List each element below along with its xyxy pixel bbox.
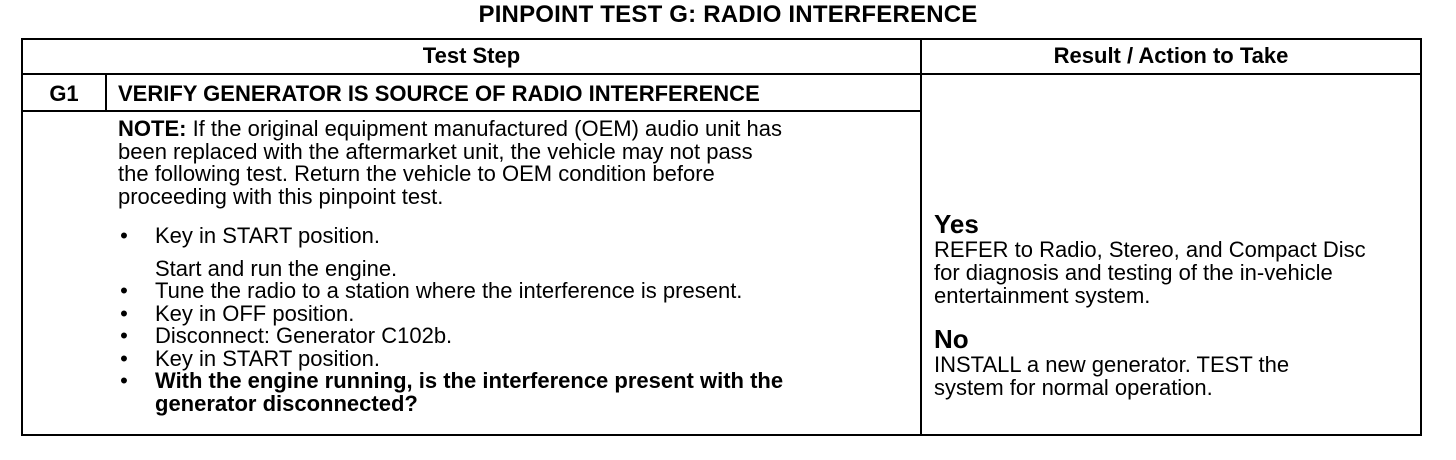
action-list bbox=[114, 225, 914, 415]
bullet-icon: • bbox=[120, 223, 128, 248]
result-no-line: system for normal operation. bbox=[934, 375, 1213, 400]
step-id-divider bbox=[105, 73, 107, 111]
step-title-divider bbox=[21, 110, 922, 112]
page-title: PINPOINT TEST G: RADIO INTERFERENCE bbox=[478, 1, 978, 28]
header-divider bbox=[21, 73, 1422, 75]
step-title: VERIFY GENERATOR IS SOURCE OF RADIO INTERFERENCE bbox=[118, 81, 760, 106]
question-line: With the engine running, is the interference present with the bbox=[155, 368, 784, 393]
result-yes-line: for diagnosis and testing of the in-vehicle bbox=[934, 260, 1333, 285]
result-block bbox=[934, 210, 1414, 399]
result-yes-line: REFER to Radio, Stereo, and Compact Disc bbox=[934, 237, 1366, 262]
note-line: been replaced with the aftermarket unit, the vehicle may not pass bbox=[118, 138, 753, 164]
question-line: generator disconnected? bbox=[155, 390, 418, 416]
result-no-line: INSTALL a new generator. TEST the bbox=[934, 352, 1290, 377]
bullet-icon: • bbox=[120, 278, 128, 303]
action-item: • Tune the radio to a station where the interference is present. bbox=[114, 280, 914, 303]
bullet-icon: • bbox=[120, 300, 128, 326]
action-item: Start and run the engine. bbox=[155, 255, 398, 281]
bullet-icon: • bbox=[120, 368, 128, 393]
action-item: • Key in START position. bbox=[114, 225, 914, 248]
step-id: G1 bbox=[49, 81, 79, 106]
result-yes-line: entertainment system. bbox=[934, 283, 1151, 308]
header-test-step: Test Step bbox=[422, 43, 521, 68]
note-line: NOTE: If the original equipment manufactured (OEM) audio unit has bbox=[118, 116, 782, 141]
question-item bbox=[114, 370, 914, 415]
action-item: • Key in OFF position. bbox=[114, 303, 914, 326]
result-yes-label: Yes bbox=[934, 209, 979, 239]
result-no-label: No bbox=[934, 324, 969, 354]
header-result-action: Result / Action to Take bbox=[1053, 43, 1289, 68]
note-label: NOTE: bbox=[118, 116, 187, 141]
note-line: the following test. Return the vehicle to OEM condition before bbox=[118, 161, 715, 186]
bullet-icon: • bbox=[120, 323, 128, 348]
note-line: proceeding with this pinpoint test. bbox=[118, 183, 444, 209]
note-block bbox=[118, 118, 908, 208]
column-divider bbox=[920, 38, 922, 436]
bullet-icon: • bbox=[120, 345, 128, 371]
action-item: • Key in START position. bbox=[114, 348, 914, 371]
action-item: • Disconnect: Generator C102b. bbox=[114, 325, 914, 348]
